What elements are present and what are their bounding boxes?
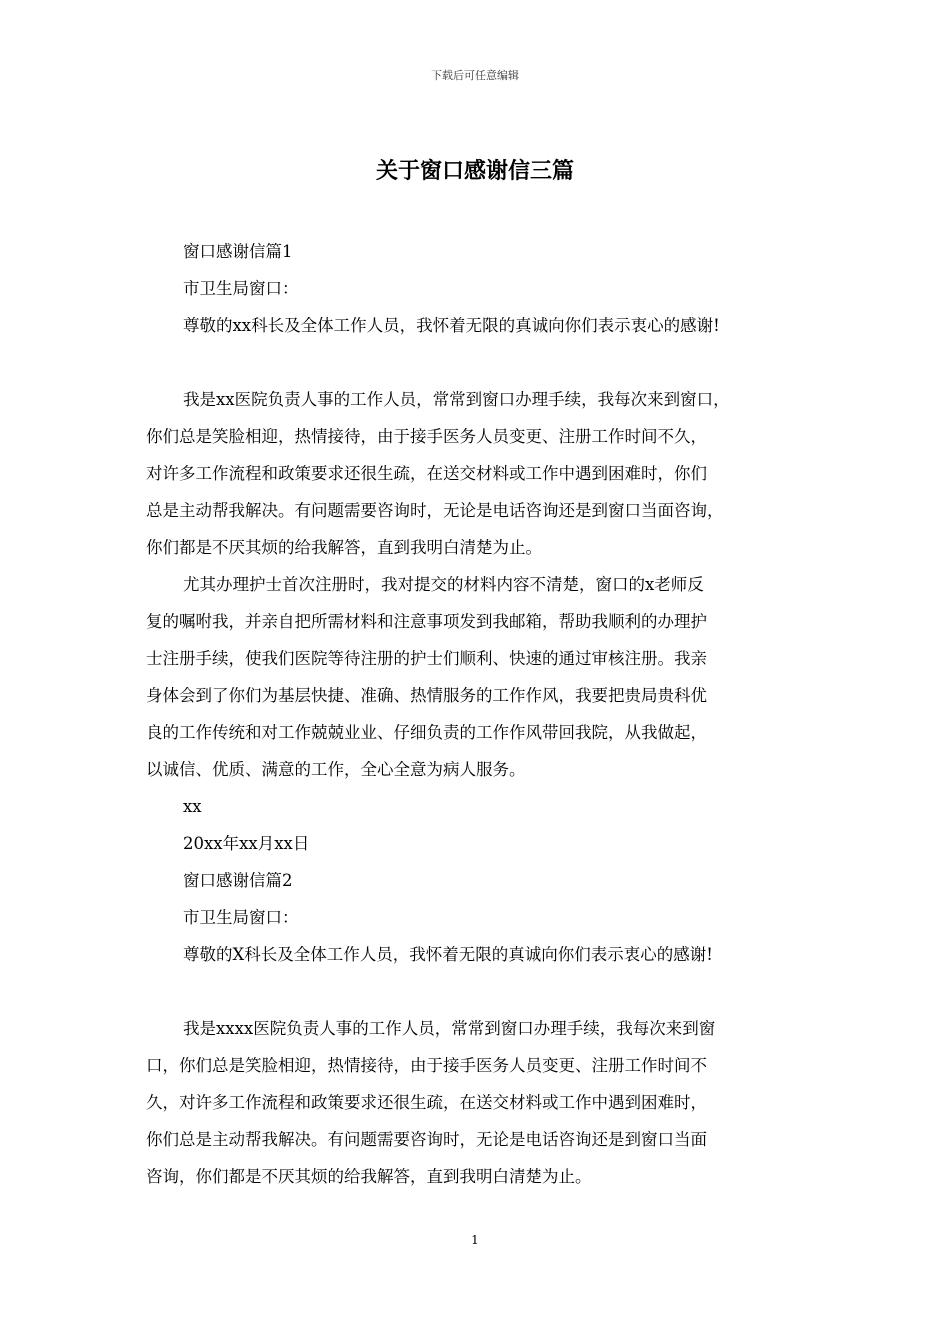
paragraph-line: 你们都是不厌其烦的给我解答，直到我明白清楚为止。 xyxy=(146,538,542,557)
blank-line xyxy=(146,344,818,381)
section-heading: 窗口感谢信篇1 xyxy=(183,242,293,261)
paragraph-line: 你们总是主动帮我解决。有问题需要咨询时，无论是电话咨询还是到窗口当面 xyxy=(146,1130,707,1149)
paragraph-line: 久，对许多工作流程和政策要求还很生疏，在送交材料或工作中遇到困难时， xyxy=(146,1093,707,1112)
date-line: 20xx年xx月xx日 xyxy=(183,834,310,853)
recipient-line: 市卫生局窗口： xyxy=(183,908,299,927)
paragraph-line: 总是主动帮我解决。有问题需要咨询时，无论是电话咨询还是到窗口当面咨询， xyxy=(146,501,724,520)
paragraph-line: 以诚信、优质、满意的工作，全心全意为病人服务。 xyxy=(146,760,526,779)
paragraph-line: 对许多工作流程和政策要求还很生疏，在送交材料或工作中遇到困难时，你们 xyxy=(146,464,707,483)
header-note: 下载后可任意编辑 xyxy=(431,69,519,82)
paragraph-line: 口，你们总是笑脸相迎，热情接待，由于接手医务人员变更、注册工作时间不 xyxy=(146,1056,707,1075)
salutation-line: 尊敬的xx科长及全体工作人员，我怀着无限的真诚向你们表示衷心的感谢! xyxy=(183,316,720,335)
paragraph-line: 良的工作传统和对工作兢兢业业、仔细负责的工作作风带回我院，从我做起， xyxy=(146,723,707,742)
paragraph-line: 咨询，你们都是不厌其烦的给我解答，直到我明白清楚为止。 xyxy=(146,1167,592,1186)
paragraph-line: 身体会到了你们为基层快捷、准确、热情服务的工作作风，我要把贵局贵科优 xyxy=(146,686,707,705)
paragraph-line: 我是xx医院负责人事的工作人员，常常到窗口办理手续，我每次来到窗口， xyxy=(183,390,730,409)
paragraph-line: 复的嘱咐我，并亲自把所需材料和注意事项发到我邮箱，帮助我顺利的办理护 xyxy=(146,612,707,631)
signature-line: xx xyxy=(183,797,202,816)
document-body xyxy=(146,233,818,1195)
salutation-line: 尊敬的X科长及全体工作人员，我怀着无限的真诚向你们表示衷心的感谢! xyxy=(183,945,713,964)
recipient-line: 市卫生局窗口： xyxy=(183,279,299,298)
paragraph-line: 尤其办理护士首次注册时，我对提交的材料内容不清楚，窗口的x老师反 xyxy=(183,575,704,594)
document-title: 关于窗口感谢信三篇 xyxy=(375,158,574,184)
blank-line xyxy=(146,973,818,1010)
paragraph-line: 我是xxxx医院负责人事的工作人员，常常到窗口办理手续，我每次来到窗 xyxy=(183,1019,716,1038)
page-number: 1 xyxy=(471,1233,479,1247)
section-heading: 窗口感谢信篇2 xyxy=(183,871,293,890)
paragraph-line: 士注册手续，使我们医院等待注册的护士们顺利、快速的通过审核注册。我亲 xyxy=(146,649,707,668)
paragraph-line: 你们总是笑脸相迎，热情接待，由于接手医务人员变更、注册工作时间不久， xyxy=(146,427,707,446)
